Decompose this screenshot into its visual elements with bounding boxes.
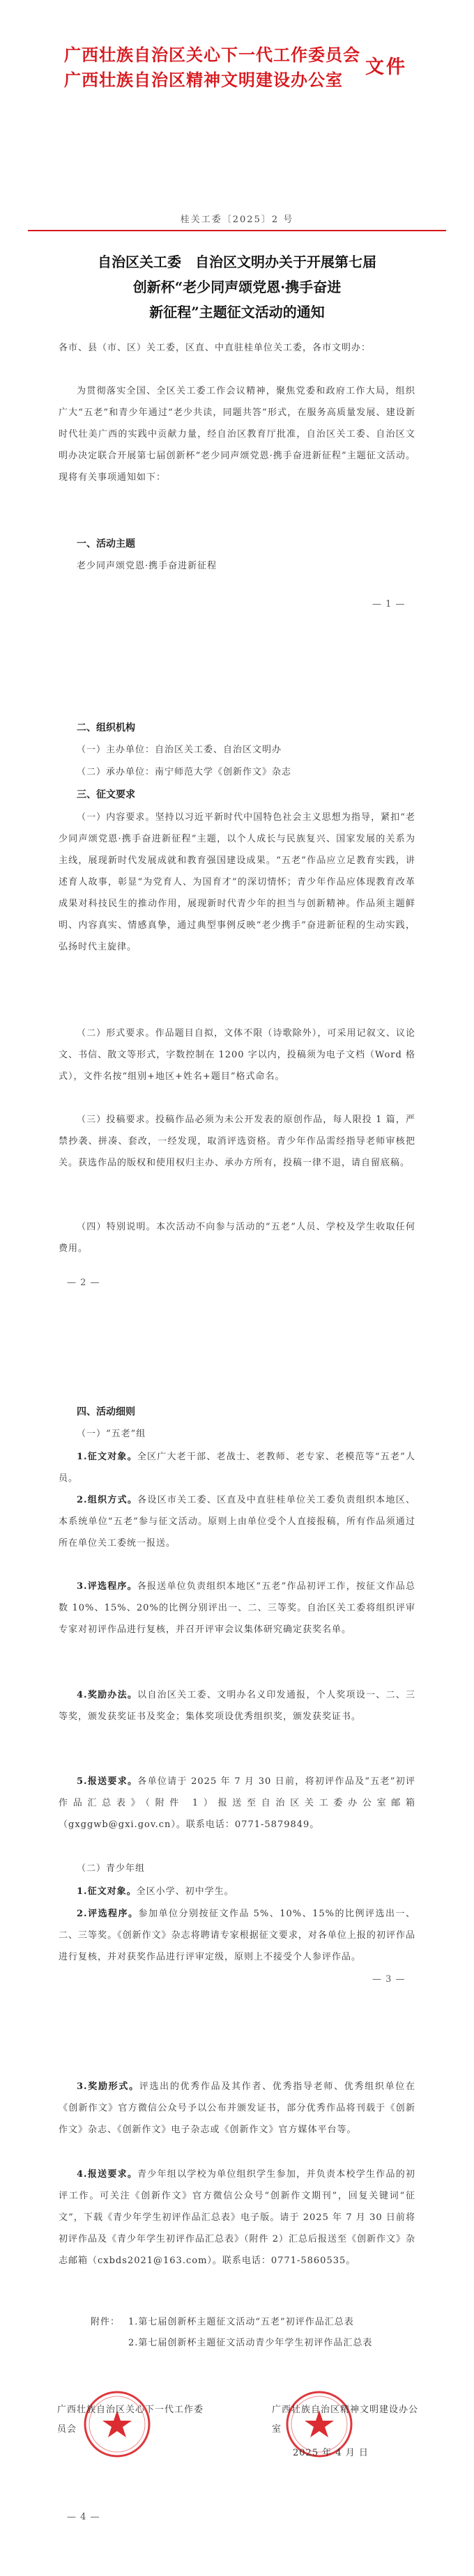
section-1-heading: 一、活动主题 <box>77 538 135 550</box>
elders-evaluation-label: 3.评选程序。 <box>77 1581 137 1592</box>
youth-scope <box>59 1881 415 1902</box>
elders-evaluation-text: 各报送单位负责组织本地区“五老”作品初评工作，按征文作品总数 10%、15%、20%的比例分别评出一、二、三等奖。自治区关工委将组织评审专家对初评作品进行复核，并召开评审会议集体研究确定获奖名单。 <box>59 1581 416 1635</box>
youth-evaluation <box>59 1903 415 1968</box>
page-number-4: — 4 — <box>67 2512 100 2522</box>
special-note <box>59 1216 415 1259</box>
red-divider <box>28 230 446 231</box>
doc-title-line-2: 创新杯“老少同声颂党恩·携手奋进 <box>132 279 342 295</box>
elders-scope <box>59 1446 415 1489</box>
youth-awards-text: 评选出的优秀作品及其作者、优秀指导老师、优秀组织单位在《创新作文》官方微信公众号予以公布并颁发证书，部分优秀作品将刊载于《创新作文》杂志、《创新作文》电子杂志或《创新作文》官方媒体平台等。 <box>59 2081 415 2135</box>
section-3-heading: 三、征文要求 <box>77 789 135 800</box>
doc-type-label: 文件 <box>365 56 407 78</box>
attachment-2[interactable]: 2.第七届创新杯主题征文活动青少年学生初评作品汇总表 <box>128 2338 373 2348</box>
youth-submission <box>59 2164 415 2272</box>
elders-submission-label: 5.报送要求。 <box>77 1776 138 1787</box>
host-units: （一）主办单位：自治区关工委、自治区文明办 <box>77 745 282 755</box>
theme-text: 老少同声颂党恩·携手奋进新征程 <box>77 561 217 571</box>
elders-organization <box>59 1489 415 1554</box>
youth-awards-label: 3.奖励形式。 <box>77 2081 139 2092</box>
elders-evaluation <box>59 1576 415 1640</box>
signature-left: 广西壮族自治区关心下一代工作委员会 <box>57 2405 204 2435</box>
elders-awards <box>59 1684 415 1728</box>
elders-scope-text: 全区广大老干部、老战士、老教师、老专家、老模范等“五老”人员。 <box>59 1452 416 1484</box>
youth-evaluation-label: 2.评选程序。 <box>77 1909 139 1919</box>
youth-evaluation-text: 参加单位分别按征文作品 5%、10%、15%的比例评选出一、二、三等奖。《创新作文》杂志将聘请专家根据征文要求，对各单位上报的初评作品进行复核，并对获奖作品进行评审定级，原则上不接受个人参评作品。 <box>59 1909 415 1962</box>
salutation: 各市、县（市、区）关工委，区直、中直驻桂单位关工委，各市文明办： <box>59 343 372 353</box>
elders-organization-label: 2.组织方式。 <box>77 1495 138 1505</box>
submission-requirement <box>59 1109 415 1174</box>
content-requirement-label: （一）内容要求。 <box>77 812 155 823</box>
content-requirement-text: 坚持以习近平新时代中国特色社会主义思想为指导，紧扣“老少同声颂党恩·携手奋进新征程”主题，以个人成长与民族复兴、国家发展的关系为主线，展现新时代发展成就和教育强国建设成果。“五老”作品应立足教育实践，讲述育人故事，彰显“为党育人、为国育才”的深切情怀；青少年作品应体现教育改革成果对科技民生的推动作用，展现新时代青少年的担当与创新精神。作品须主题鲜明、内容真实、情感真挚，通过典型事例反映“老少携手”奋进新征程的生动实践，弘扬时代主旋律。 <box>59 812 415 952</box>
special-note-label: （四）特别说明。 <box>77 1222 157 1232</box>
special-note-text: 本次活动不向参与活动的“五老”人员、学校及学生收取任何费用。 <box>59 1222 415 1254</box>
intro-paragraph: 为贯彻落实全国、全区关工委工作会议精神，聚焦党委和政府工作大局，组织广大“五老”和青少年通过“老少共读，同题共答”形式，在服务高质量发展、建设新时代壮美广西的实践中贡献力量，经自治区教育厅批准，自治区关工委、自治区文明办决定联合开展第七届创新杯“老少同声颂党恩·携手奋进新征程”主题征文活动。现将有关事项通知如下： <box>59 386 415 483</box>
content-requirement <box>59 807 415 958</box>
elders-submission <box>59 1771 415 1836</box>
form-requirement-text: 作品题目自拟，文体不限（诗歌除外），可采用记叙文、议论文、书信、散文等形式，字数控制在 1200 字以内，投稿须为电子文档（Word 格式），文件名按“组别+地区+姓名+题目”格式命名。 <box>59 1028 415 1082</box>
submission-requirement-text: 投稿作品必须为未公开发表的原创作品，每人限投 1 篇，严禁抄袭、拼凑、套改，一经发现，取消评选资格。青少年作品需经指导老师审核把关。获选作品的版权和使用权归主办、承办方所有，投稿一律不退，请自留底稿。 <box>59 1115 415 1168</box>
attachment-1[interactable]: 1.第七届创新杯主题征文活动“五老”初评作品汇总表 <box>128 2317 354 2327</box>
elders-awards-text: 以自治区关工委、文明办名义印发通报，个人奖项设一、二、三等奖，颁发获奖证书及奖金；集体奖项设优秀组织奖，颁发获奖证书。 <box>59 1690 415 1722</box>
form-requirement <box>59 1023 415 1087</box>
youth-submission-text: 青少年组以学校为单位组织学生参加，并负责本校学生作品的初评工作。可关注《创新作文》官方微信公众号“创新作文期刊”，回复关键词“征文”，下载《青少年学生初评作品汇总表》电子版。请于 2025 年 7 月 30 日前将初评作品及《青少年学生初评作品汇总表》（附件 2）汇总后报送至《创新作文》杂志邮箱（cxbds2021@163.com）。联系电话：0771-5860535。 <box>59 2169 415 2266</box>
document-number: 桂关工委〔2025〕2 号 <box>180 215 294 225</box>
group-elders-heading: （一）“五老”组 <box>77 1429 146 1439</box>
youth-scope-label: 1.征文对象。 <box>77 1886 137 1897</box>
signature-right: 广西壮族自治区精神文明建设办公室 <box>272 2405 419 2435</box>
elders-scope-label: 1.征文对象。 <box>77 1452 137 1462</box>
elders-awards-label: 4.奖励办法。 <box>77 1690 138 1700</box>
section-4-heading: 四、活动细则 <box>77 1406 135 1418</box>
elders-organization-text: 各设区市关工委、区直及中直驻桂单位关工委负责组织本地区、本系统单位“五老”参与征文活动。原则上由单位受个人直接报稿，所有作品须通过所在单位关工委统一报送。 <box>59 1495 415 1549</box>
organizer-units: （二）承办单位：南宁师范大学《创新作文》杂志 <box>77 767 292 777</box>
youth-submission-label: 4.报送要求。 <box>77 2169 138 2180</box>
signature-date: 2025 年 4 月 日 <box>293 2448 369 2458</box>
issuer-org-1: 广西壮族自治区关心下一代工作委员会 <box>64 45 360 65</box>
attachments-label: 附件： <box>91 2317 121 2327</box>
submission-requirement-label: （三）投稿要求。 <box>77 1115 156 1125</box>
elders-submission-text: 各单位请于 2025 年 7 月 30 日前，将初评作品及“五老”初评作品汇总表》（附件 1）报送至自治区关工委办公室邮箱（gxggwb@gxi.gov.cn）。联系电话：0771-5879849。 <box>59 1776 416 1830</box>
doc-title-line-3: 新征程”主题征文活动的通知 <box>149 304 325 320</box>
page-number-1: — 1 — <box>372 599 406 610</box>
issuer-org-2: 广西壮族自治区精神文明建设办公室 <box>64 70 343 90</box>
page-number-2: — 2 — <box>67 1278 100 1288</box>
doc-title-line-1: 自治区关工委 自治区文明办关于开展第七届 <box>98 254 376 270</box>
section-2-heading: 二、组织机构 <box>77 722 135 734</box>
group-youth-heading: （二）青少年组 <box>77 1863 146 1874</box>
page-number-3: — 3 — <box>372 1974 406 1985</box>
youth-scope-text: 全区小学、初中学生。 <box>136 1886 234 1897</box>
youth-awards <box>59 2076 415 2141</box>
form-requirement-label: （二）形式要求。 <box>77 1028 155 1039</box>
